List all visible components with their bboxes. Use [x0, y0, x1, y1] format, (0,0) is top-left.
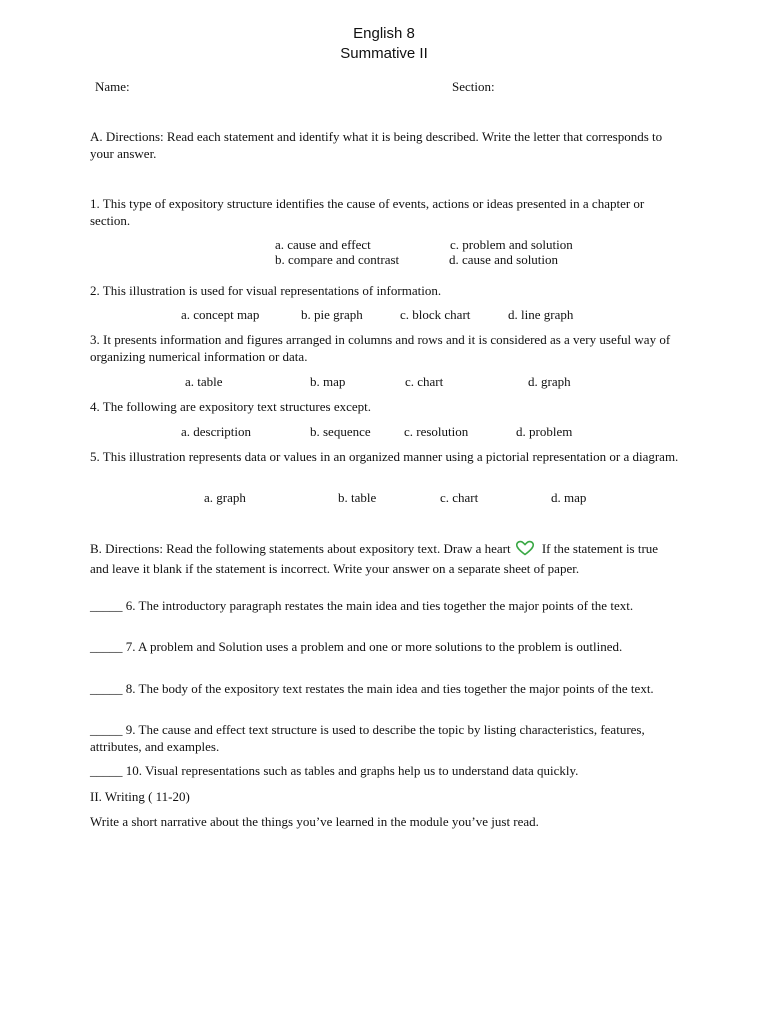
- choice-1c: c. problem and solution: [450, 237, 573, 252]
- choice-2b: b. pie graph: [301, 307, 363, 322]
- choice-4a: a. description: [181, 424, 252, 439]
- choice-4c: c. resolution: [404, 424, 469, 439]
- choice-2d: d. line graph: [508, 307, 574, 322]
- writing-instruction: Write a short narrative about the things you’ve learned in the module you’ve just read.: [90, 814, 539, 829]
- test-title: Summative II: [340, 45, 428, 62]
- name-label: Name:: [95, 79, 130, 94]
- choice-5a: a. graph: [204, 490, 246, 505]
- statement-6: _____ 6. The introductory paragraph restates the main idea and ties together the major points of the text.: [90, 598, 634, 613]
- choice-2a: a. concept map: [181, 307, 260, 322]
- part-b-directions: [90, 540, 680, 577]
- choice-3b: b. map: [310, 374, 346, 389]
- question-1: 1. This type of expository structure identifies the cause of events, actions or ideas presented in a chapter or section.: [90, 196, 645, 228]
- choice-5d: d. map: [551, 490, 587, 505]
- choice-3a: a. table: [185, 374, 223, 389]
- section-label: Section:: [452, 79, 495, 94]
- question-3: 3. It presents information and figures arranged in columns and rows and it is considered as a very useful way of organizing numerical information or data.: [90, 332, 671, 364]
- question-4: 4. The following are expository text structures except.: [90, 399, 371, 414]
- part-b-directions-start: B. Directions: Read the following statements about expository text. Draw a heart: [90, 541, 511, 556]
- choice-5c: c. chart: [440, 490, 479, 505]
- statement-7: _____ 7. A problem and Solution uses a problem and one or more solutions to the problem is outlined.: [90, 639, 623, 654]
- statement-10: _____ 10. Visual representations such as tables and graphs help us to understand data quickly.: [90, 763, 579, 778]
- heart-outline-icon: [515, 540, 535, 561]
- choice-3c: c. chart: [405, 374, 444, 389]
- statement-9: _____ 9. The cause and effect text structure is used to describe the topic by listing characteristics, features, attributes, and examples.: [90, 722, 645, 754]
- writing-heading: II. Writing ( 11-20): [90, 789, 190, 804]
- choice-5b: b. table: [338, 490, 377, 505]
- choice-1b: b. compare and contrast: [275, 252, 400, 267]
- choice-3d: d. graph: [528, 374, 571, 389]
- choice-4b: b. sequence: [310, 424, 371, 439]
- question-5: 5. This illustration represents data or values in an organized manner using a pictorial representation or a diagram.: [90, 449, 679, 464]
- statement-8: _____ 8. The body of the expository text restates the main idea and ties together the major points of the text.: [90, 681, 654, 696]
- choice-1d: d. cause and solution: [449, 252, 559, 267]
- subject-title: English 8: [353, 25, 415, 42]
- choice-2c: c. block chart: [400, 307, 471, 322]
- question-2: 2. This illustration is used for visual representations of information.: [90, 283, 442, 298]
- choice-4d: d. problem: [516, 424, 573, 439]
- part-a-directions: A. Directions: Read each statement and identify what it is being described. Write the letter that corresponds to your answer.: [90, 129, 663, 161]
- part-b-directions-end: If the statement is true and leave it blank if the statement is incorrect. Write your answer on a separate sheet of paper.: [90, 541, 659, 576]
- choice-1a: a. cause and effect: [275, 237, 371, 252]
